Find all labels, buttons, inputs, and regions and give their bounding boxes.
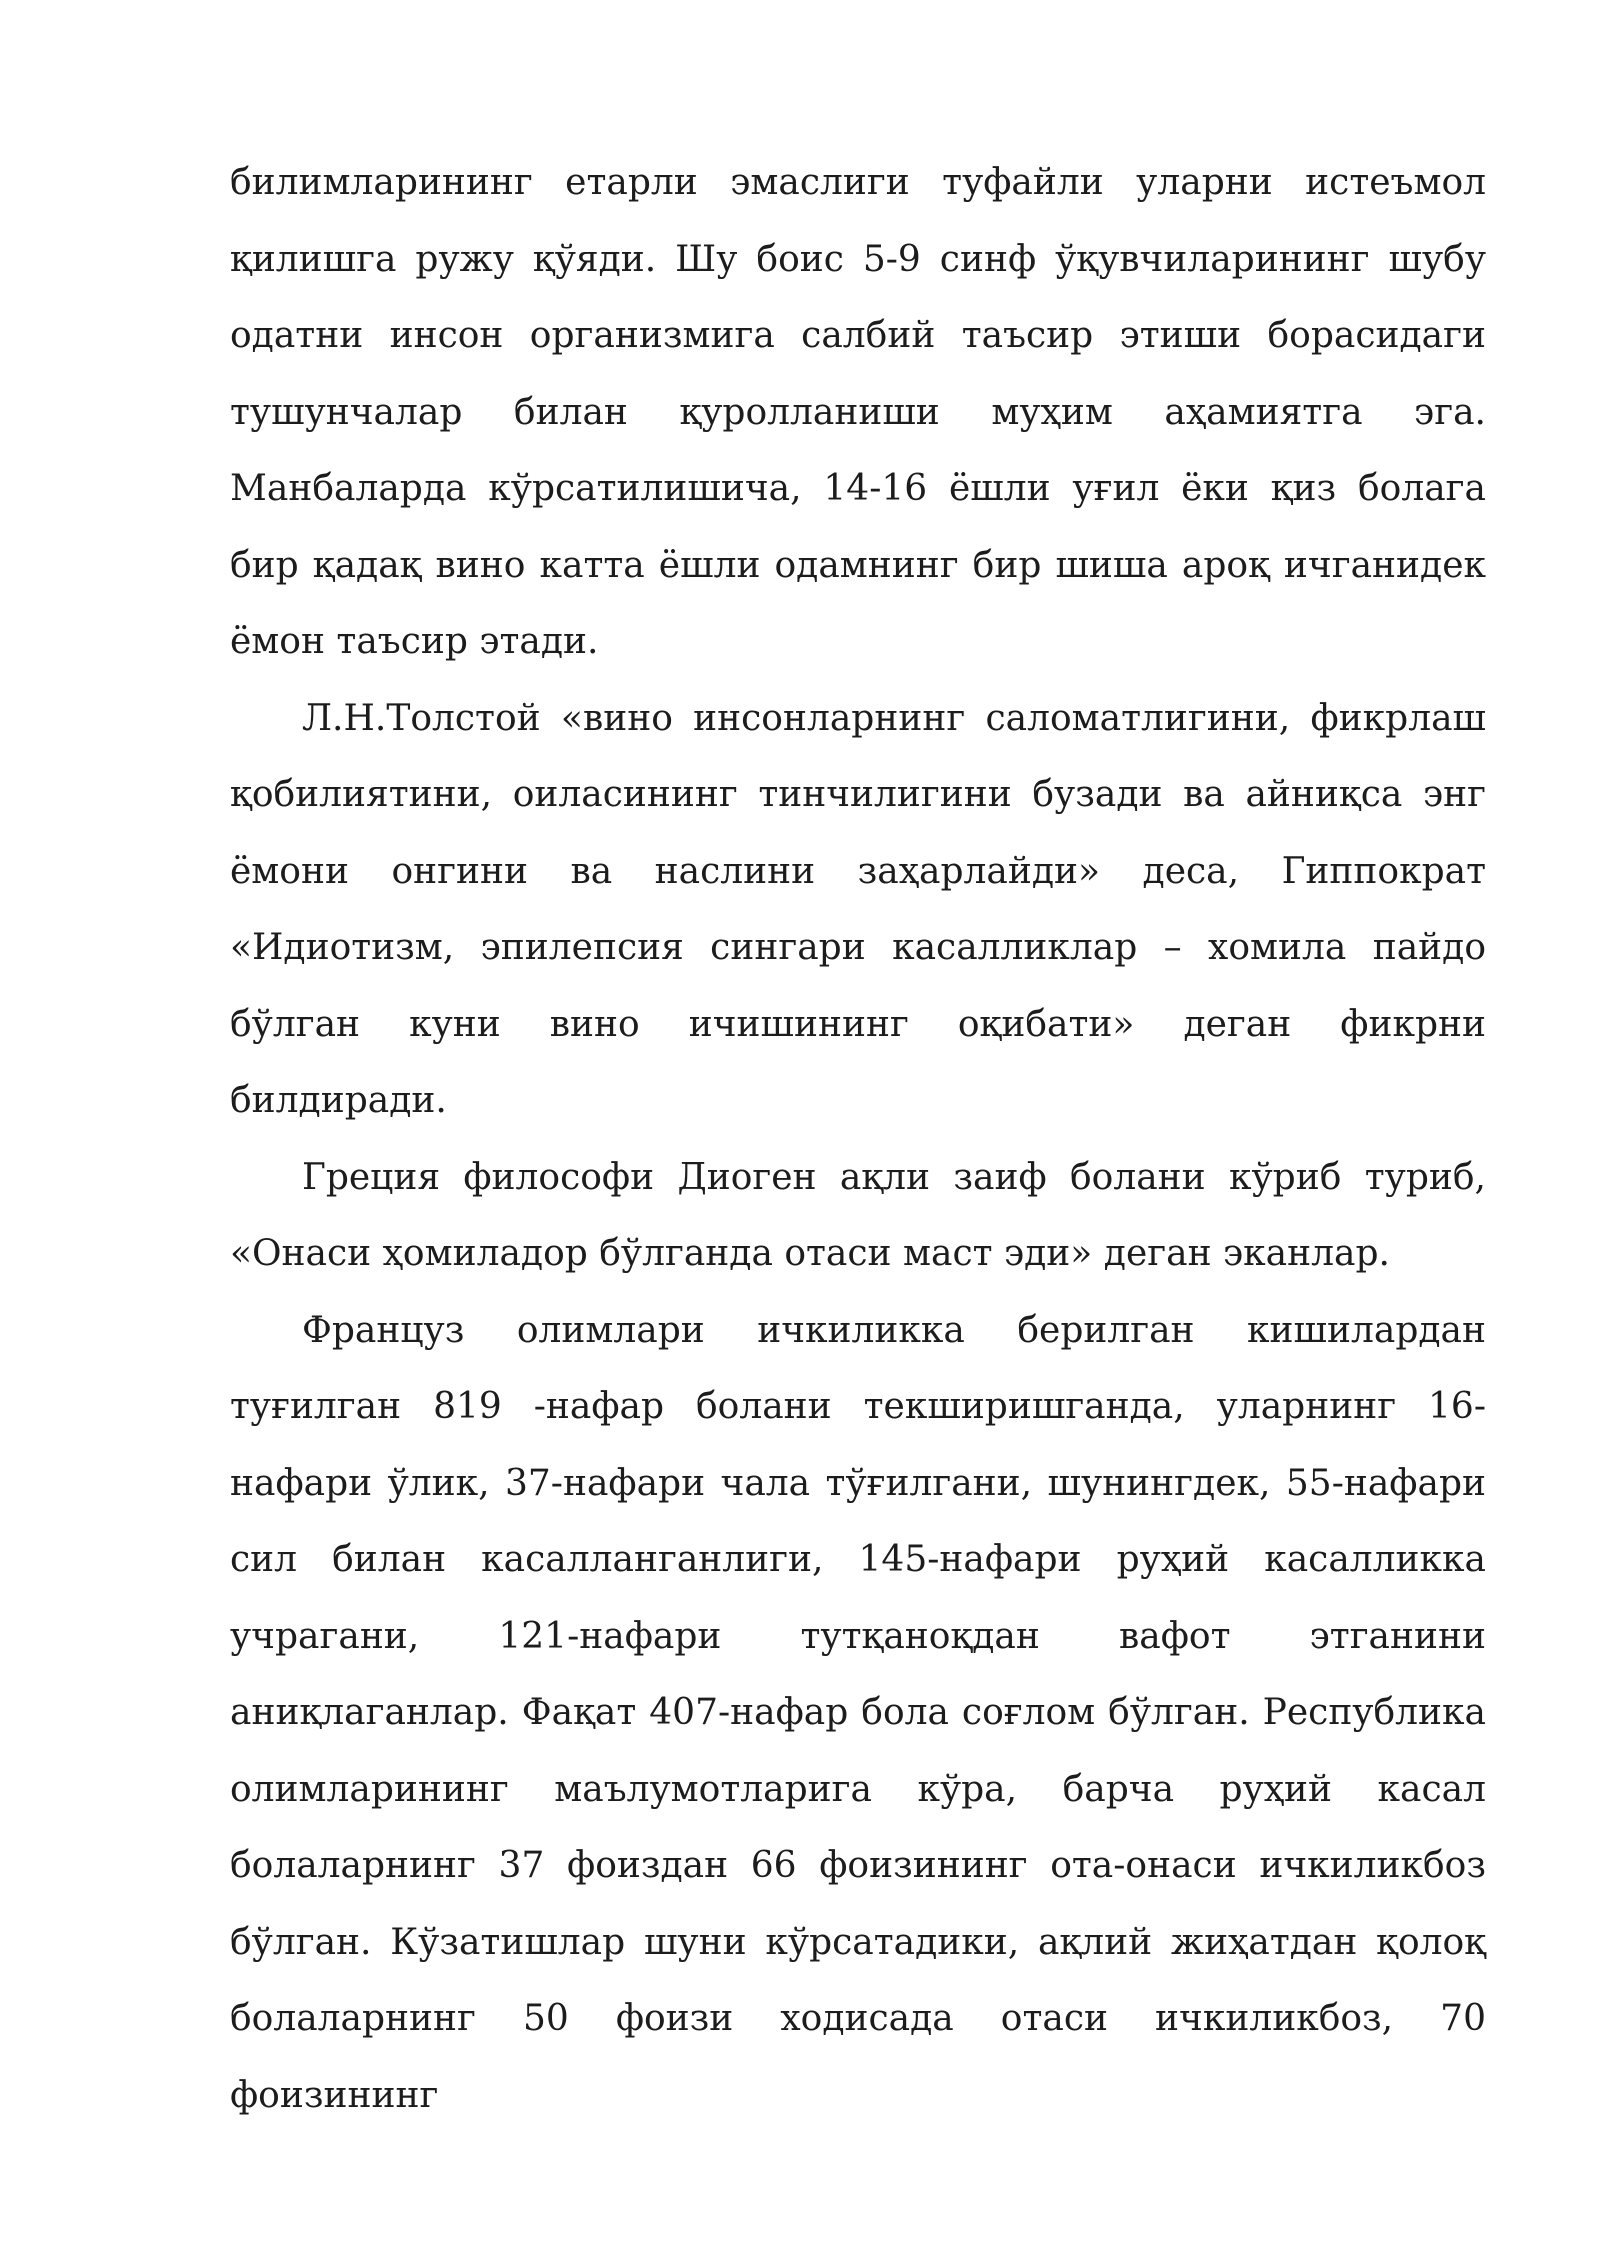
paragraph-continuation: билимларининг етарли эмаслиги туфайли уларни истеъмол қилишга ружу қўяди. Шу боис 5-9 синф ўқувчиларининг шубу одатни инсон организмига салбий таъсир этиши борасидаги тушунчалар билан қуролланиши муҳим аҳамиятга эга. Манбаларда кўрсатилишича, 14-16 ёшли уғил ёки қиз болага бир қадақ вино катта ёшли одамнинг бир шиша ароқ ичганидек ёмон таъсир этади. bbox=[230, 162, 1486, 662]
paragraph-tolstoy-quote: Л.Н.Толстой «вино инсонларнинг саломатлигини, фикрлаш қобилиятини, оиласининг тинчилигини бузади ва айниқса энг ёмони онгини ва наслини заҳарлайди» деса, Гиппократ «Идиотизм, эпилепсия сингари касалликлар – хомила пайдо бўлган куни вино ичишининг оқибати» деган фикрни билдиради. bbox=[230, 697, 1486, 1121]
paragraph-french-scientists: Француз олимлари ичкиликка берилган кишилардан туғилган 819 -нафар болани текширишганда, уларнинг 16-нафари ўлик, 37-нафари чала тўғилгани, шунингдек, 55-нафари сил билан касалланганлиги, 145-нафари руҳий касалликка учрагани, 121-нафари тутқаноқдан вафот этганини аниқлаганлар. Фақат 407-нафар бола соғлом бўлган. Республика олимларининг маълумотларига кўра, барча руҳий касал болаларнинг 37 фоиздан 66 фоизининг ота-онаси ичкиликбоз бўлган. Кўзатишлар шуни кўрсатадики, ақлий жиҳатдан қолоқ болаларнинг 50 фоизи ходисада отаси ичкиликбоз, 70 фоизининг bbox=[230, 1309, 1486, 2116]
document-body bbox=[230, 145, 1486, 2134]
paragraph-diogenes: Греция философи Диоген ақли заиф болани кўриб туриб, «Онаси ҳомиладор бўлганда отаси маст эди» деган эканлар. bbox=[230, 1156, 1486, 1274]
